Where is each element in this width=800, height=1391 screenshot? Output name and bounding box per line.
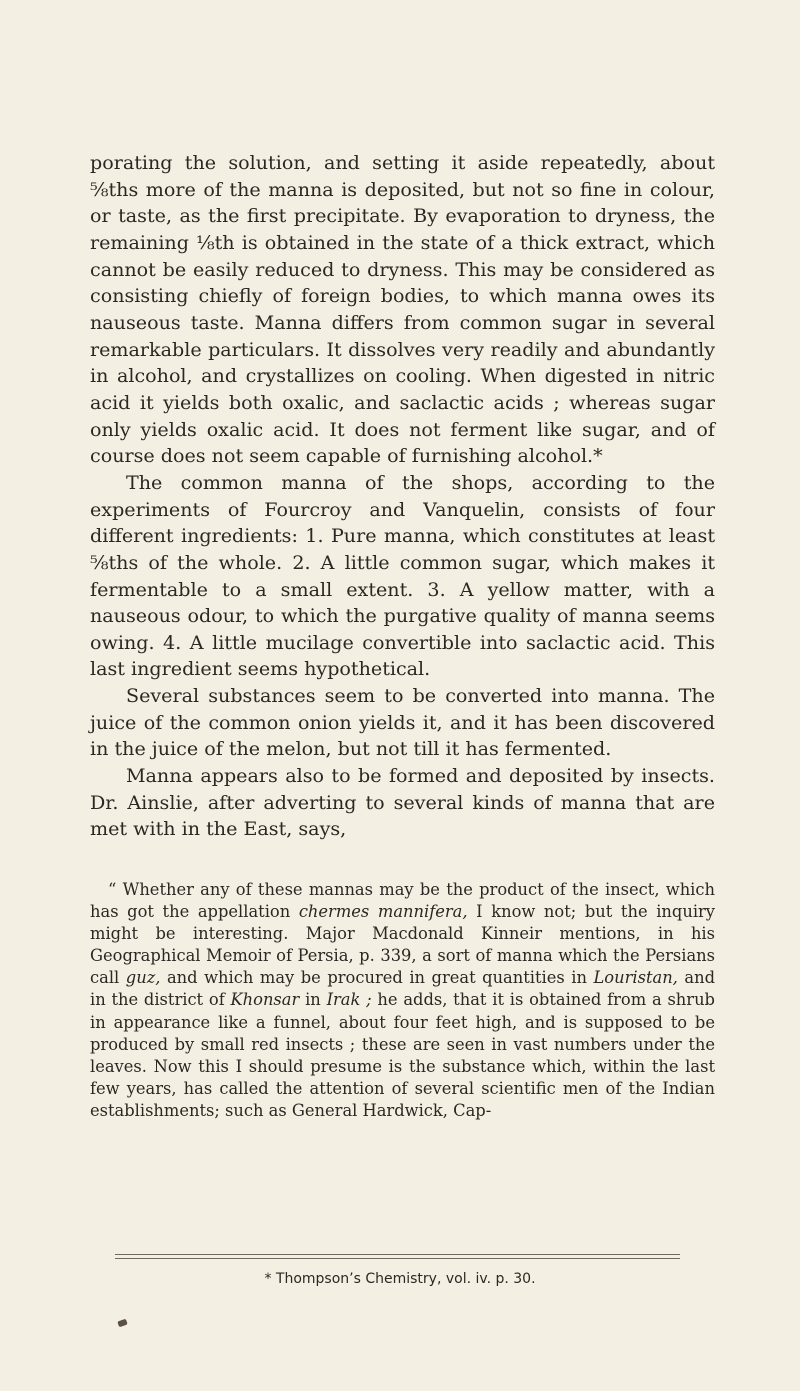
footnote: * Thompson’s Chemistry, vol. iv. p. 30. (264, 1271, 536, 1287)
paragraph: Several substances seem to be converted into manna. The juice of the common onion yields it, and it has been discovered in the juice of the melon, but not till it has fermented. (90, 684, 715, 761)
ink-mark (117, 1319, 128, 1328)
footnote-rule (115, 1254, 680, 1255)
block-quote (90, 879, 715, 1122)
paragraph: The common manna of the shops, according to the experiments of Fourcroy and Vanquelin, consists of four different ingredients: 1. Pure manna, which constitutes at least ⅝ths of the whole. 2. A little common sugar, which makes it fermentable to a small extent. 3. A yellow matter, with a nauseous odour, to which the purgative quality of manna seems owing. 4. A little mucilage convertible into saclactic acid. This last ingredient seems hypothetical. (90, 470, 715, 681)
main-text (90, 150, 715, 843)
footnote-rule (115, 1258, 680, 1259)
quote-paragraph: “ Whether any of these mannas may be the product of the insect, which has got the appellation chermes mannifera, I know not; but the inquiry might be interesting. Major Macdonald Kinneir mentions, in his Geographical Memoir of Persia, p. 339, a sort of manna which the Persians call guz, and which may be procured in great quantities in Louristan, and in the district of Khonsar in Irak ; he adds, that it is obtained from a shrub in appearance like a funnel, about four feet high, and is supposed to be produced by small red insects ; these are seen in vast numbers under the leaves. Now this I should presume is the substance which, within the last few years, has called the attention of several scientific men of the Indian establishments; such as General Hardwick, Cap- (90, 880, 716, 1120)
paragraph: porating the solution, and setting it aside repeatedly, about ⅝ths more of the manna is deposited, but not so fine in colour, or taste, as the first precipitate. By evaporation to dryness, the remaining ⅛th is obtained in the state of a thick extract, which cannot be easily reduced to dryness. This may be considered as consisting chiefly of foreign bodies, to which manna owes its nauseous taste. Manna differs from common sugar in several remarkable particulars. It dissolves very readily and abundantly in alcohol, and crystallizes on cooling. When digested in nitric acid it yields both oxalic, and saclactic acids ; whereas sugar only yields oxalic acid. It does not ferment like sugar, and of course does not seem capable of furnishing alcohol.* (90, 151, 715, 468)
paragraph: Manna appears also to be formed and deposited by insects. Dr. Ainslie, after adverting to several kinds of manna that are met with in the East, says, (90, 764, 715, 841)
